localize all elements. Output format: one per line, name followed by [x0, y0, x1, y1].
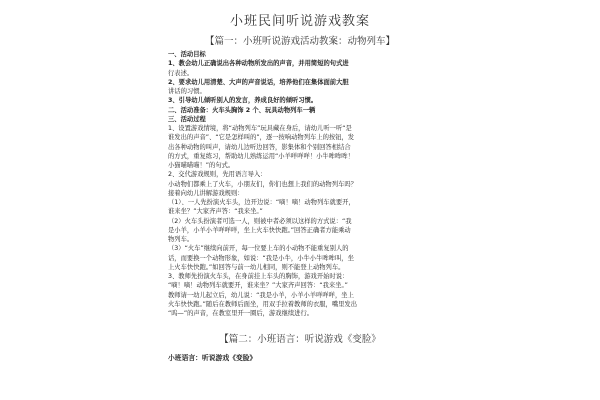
body-line: 谁发出的声音”、“它是怎样叫的”，逐一按响动物列车上的按钮，发 [168, 134, 355, 142]
body-line: 三、活动过程 [168, 115, 206, 123]
body-line: 小猫喵喵喵！”的句式。 [168, 162, 235, 169]
body-line: 1、教会幼儿正确说出各种动物所发出的声音，并用简短的句式进 [168, 60, 349, 68]
section-1-body [168, 50, 436, 318]
body-line: （2）火车头扮演者可选一人，则被中者必须以这样的方式说：“我 [168, 217, 352, 225]
body-line: 一、活动目标 [168, 51, 206, 58]
body-line: 1、设置游戏情境，将“动物列车”玩具藏在身后，请幼儿听一听“是 [168, 125, 352, 132]
body-line: 教师请一幼儿起立后，幼儿说：“我是小羊，小羊小羊咩咩咩，坐上 [168, 291, 354, 299]
body-line: 是小羊，小羊小羊咩咩咩，坐上火车快快跑。”回答正确者方能乘动 [168, 226, 351, 234]
body-line: 讲话的习惯。 [168, 88, 206, 95]
document-title: 小班民间听说游戏教案 [229, 14, 370, 29]
body-line: 2、交代游戏规则，先用语言导入： [168, 171, 267, 179]
body-line: 3、引导幼儿倾听别人的发言，养成良好的倾听习惯。 [168, 97, 318, 105]
body-line: 行表述。 [168, 69, 194, 77]
body-line: 小动物们都乘上了火车，小朋友们，你们也想上我们的动物列车吗？ [168, 180, 357, 188]
body-line: 接着向幼儿讲解游戏规则： [168, 189, 244, 197]
body-line: 3、教师先扮演火车头，在身前挂上车头的胸饰，游戏开始时说： [168, 273, 349, 280]
body-line: “嘀！嘀！动物列车就要开，谁来坐？”大家齐声回答：“我来坐。” [168, 282, 348, 290]
body-line: （1）、一人先扮演火车头，边开边说：“嘀！嘀！动物列车就要开， [168, 199, 355, 206]
body-line: 火车快快跑。”随后在教师后面坐，用双手拉着教师的衣服，嘴里发出 [168, 300, 358, 308]
body-line: 上火车快快跑。”如回答与前一幼儿相同，则不能登上动物列车。 [168, 263, 345, 271]
section-heading-2: 【篇二：小班语言：听说游戏《变脸》 [219, 334, 381, 345]
body-line: 谁来坐？”大家齐声答：“我来坐。” [168, 208, 263, 216]
body-line: 出各种动物的叫声，请幼儿边听边回答，影集体和个别回答相结合 [168, 143, 351, 151]
body-line: 的方式，重复练习，帮助幼儿熟练运用“小羊咩咩咩！小牛哞哞哞！ [168, 152, 354, 160]
section-heading-1: 【篇一：小班听说游戏活动教案：动物列车】 [204, 36, 395, 47]
body-line: “呜—”的声音，在教室里开一圈后，游戏继续进行。 [168, 310, 314, 317]
body-line: 物列车。 [168, 236, 194, 243]
body-line: 话，而要换一个动物形象，如说：“我是小牛，小牛小牛哞哞叫，坐 [168, 254, 354, 262]
section-2-subtitle: 小班语言：听说游戏《变脸》 [168, 354, 257, 362]
body-line: 二、活动准备：火车头胸饰 2 个、玩具动物列车一辆 [168, 106, 316, 114]
body-line: 2、要求幼儿用清楚、大声的声音说话，培养他们在集体面前大胆 [168, 78, 349, 86]
body-line: （3）“火车”继续向前开，每一位要上车的小动物不能重复别人的 [168, 245, 349, 253]
